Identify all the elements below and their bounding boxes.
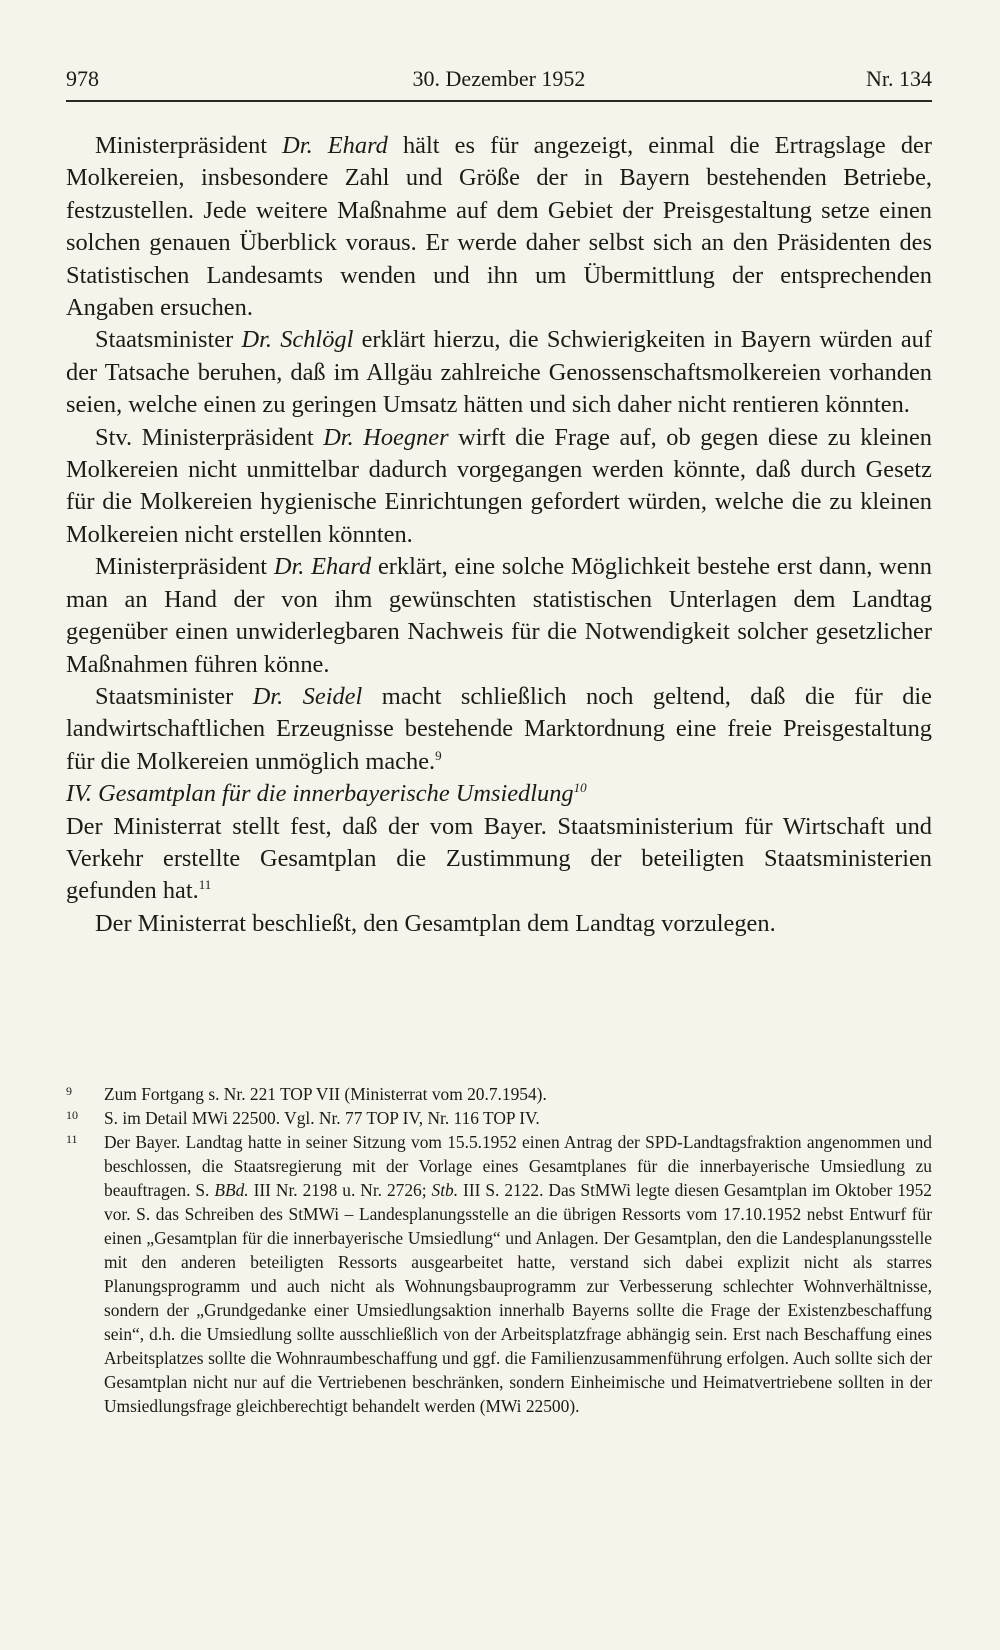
section-heading-iv: IV. Gesamtplan für die innerbayerische Umsiedlung$^{10}$ <box>66 780 587 808</box>
paragraph-ministerrat-1: Der Ministerrat stellt fest, daß der vom Bayer. Staatsministerium für Wirtschaft und Verkehr erstellte Gesamtplan die Zustimmung der beteiligten Staatsministerien gefunden hat.$^{11}$ <box>66 812 932 905</box>
footnote-number: 11 <box>66 1132 78 1146</box>
page-header <box>66 66 932 102</box>
paragraph-ehard-1: Ministerpräsident Dr. Ehard hält es für angezeigt, einmal die Ertragslage der Molkereien, insbesondere Zahl und Größe der in Bayern bestehenden Betriebe, festzustellen. Jede weitere Maßnahme auf dem Gebiet der Preisgestaltung setze einen solchen genauen Überblick voraus. Er werde daher selbst sich an den Präsidenten des Statistischen Landesamts wenden und ihn um Übermittlung der entsprechenden Angaben ersuchen. <box>66 132 932 322</box>
footnote-11: 11 Der Bayer. Landtag hatte in seiner Sitzung vom 15.5.1952 einen Antrag der SPD-Landtagsfraktion angenommen und beschlossen, die Staatsregierung mit der Vorlage eines Gesamtplanes für die innerbayerische Umsiedlung zu beauftragen. S. BBd. III Nr. 2198 u. Nr. 2726; Stb. III S. 2122. Das StMWi legte diesen Gesamtplan im Oktober 1952 vor. S. das Schreiben des StMWi – Landesplanungsstelle an die übrigen Ressorts vom 17.10.1952 nebst Entwurf für einen „Gesamtplan für die innerbayerische Umsiedlung“ und Anlagen. Der Gesamtplan, den die Landesplanungsstelle mit den anderen beteiligten Ressorts ausgearbeitet hatte, verstand sich dabei explizit nicht als starres Planungsprogramm und auch nicht als Wohnungsbauprogramm zur Verbesserung schlechter Wohnverhältnisse, sondern der „Grundgedanke einer Umsiedlungsaktion innerhalb Bayerns sollte die Frage der Existenzbeschaffung sein“, d.h. die Umsiedlung sollte ausschließlich von der Arbeitsplatzfrage abhängig sein. Erst nach Beschaffung eines Arbeitsplatzes sollte die Wohnraumbeschaffung und ggf. die Familienzusammenführung erfolgen. Auch sollte sich der Gesamtplan nicht nur auf die Vertriebenen beschränken, sondern Einheimische und Heimatvertriebene sollten in der Umsiedlungsfrage gleichberechtigt behandelt werden (MWi 22500). <box>66 1130 932 1418</box>
speaker-name: Dr. Hoegner <box>323 423 449 451</box>
footnote-ref-11[interactable]: 11 <box>198 877 212 893</box>
footnote-number: 9 <box>66 1084 72 1098</box>
paragraph-schloegl: Staatsminister Dr. Schlögl erklärt hierzu, die Schwierigkeiten in Bayern würden auf der Tatsache beruhen, daß im Allgäu zahlreiche Genossenschaftsmolkereien vorhanden seien, welche einen zu geringen Umsatz hätten und sich daher nicht rentieren könnten. <box>66 326 932 419</box>
footnote-ref-9[interactable]: 9 <box>435 747 442 763</box>
speaker-name: Dr. Schlögl <box>241 326 354 354</box>
page-number: 978 <box>66 66 99 91</box>
paragraph-ministerrat-2: Der Ministerrat beschließt, den Gesamtplan dem Landtag vorzulegen. <box>95 909 776 937</box>
paragraph-ehard-2: Ministerpräsident Dr. Ehard erklärt, eine solche Möglichkeit bestehe erst dann, wenn man an Hand der von ihm gewünschten statistischen Unterlagen dem Landtag gegenüber einen unwiderlegbaren Nachweis für die Notwendigkeit solcher gesetzlicher Maßnahmen führen könne. <box>66 553 933 678</box>
speaker-name: Dr. Seidel <box>252 682 363 710</box>
footnote-number: 10 <box>66 1108 78 1122</box>
header-date: 30. Dezember 1952 <box>412 66 586 91</box>
footnote-10: 10 S. im Detail MWi 22500. Vgl. Nr. 77 TOP IV, Nr. 116 TOP IV. <box>66 1106 932 1130</box>
footnote-ref-10[interactable]: 10 <box>573 780 587 795</box>
paragraph-hoegner: Stv. Ministerpräsident Dr. Hoegner wirft die Frage auf, ob gegen diese zu kleinen Molkereien nicht unmittelbar dadurch vorgegangen werden könnte, daß durch Gesetz für die Molkereien hygienische Einrichtungen gefordert würden, welche die zu kleinen Molkereien nicht erstellen könnten. <box>66 423 932 548</box>
speaker-name: Dr. Ehard <box>273 553 372 581</box>
speaker-name: Dr. Ehard <box>282 132 388 159</box>
paragraph-seidel: Staatsminister Dr. Seidel macht schließlich noch geltend, daß die für die landwirtschaftlichen Erzeugnisse bestehende Marktordnung eine freie Preisgestaltung für die Molkereien unmöglich mache.$^9$ <box>66 682 932 775</box>
footnote-9: 9 Zum Fortgang s. Nr. 221 TOP VII (Ministerrat vom 20.7.1954). <box>66 1082 932 1106</box>
issue-number: Nr. 134 <box>866 66 932 91</box>
footnotes <box>66 1082 932 1418</box>
main-text <box>66 130 932 940</box>
